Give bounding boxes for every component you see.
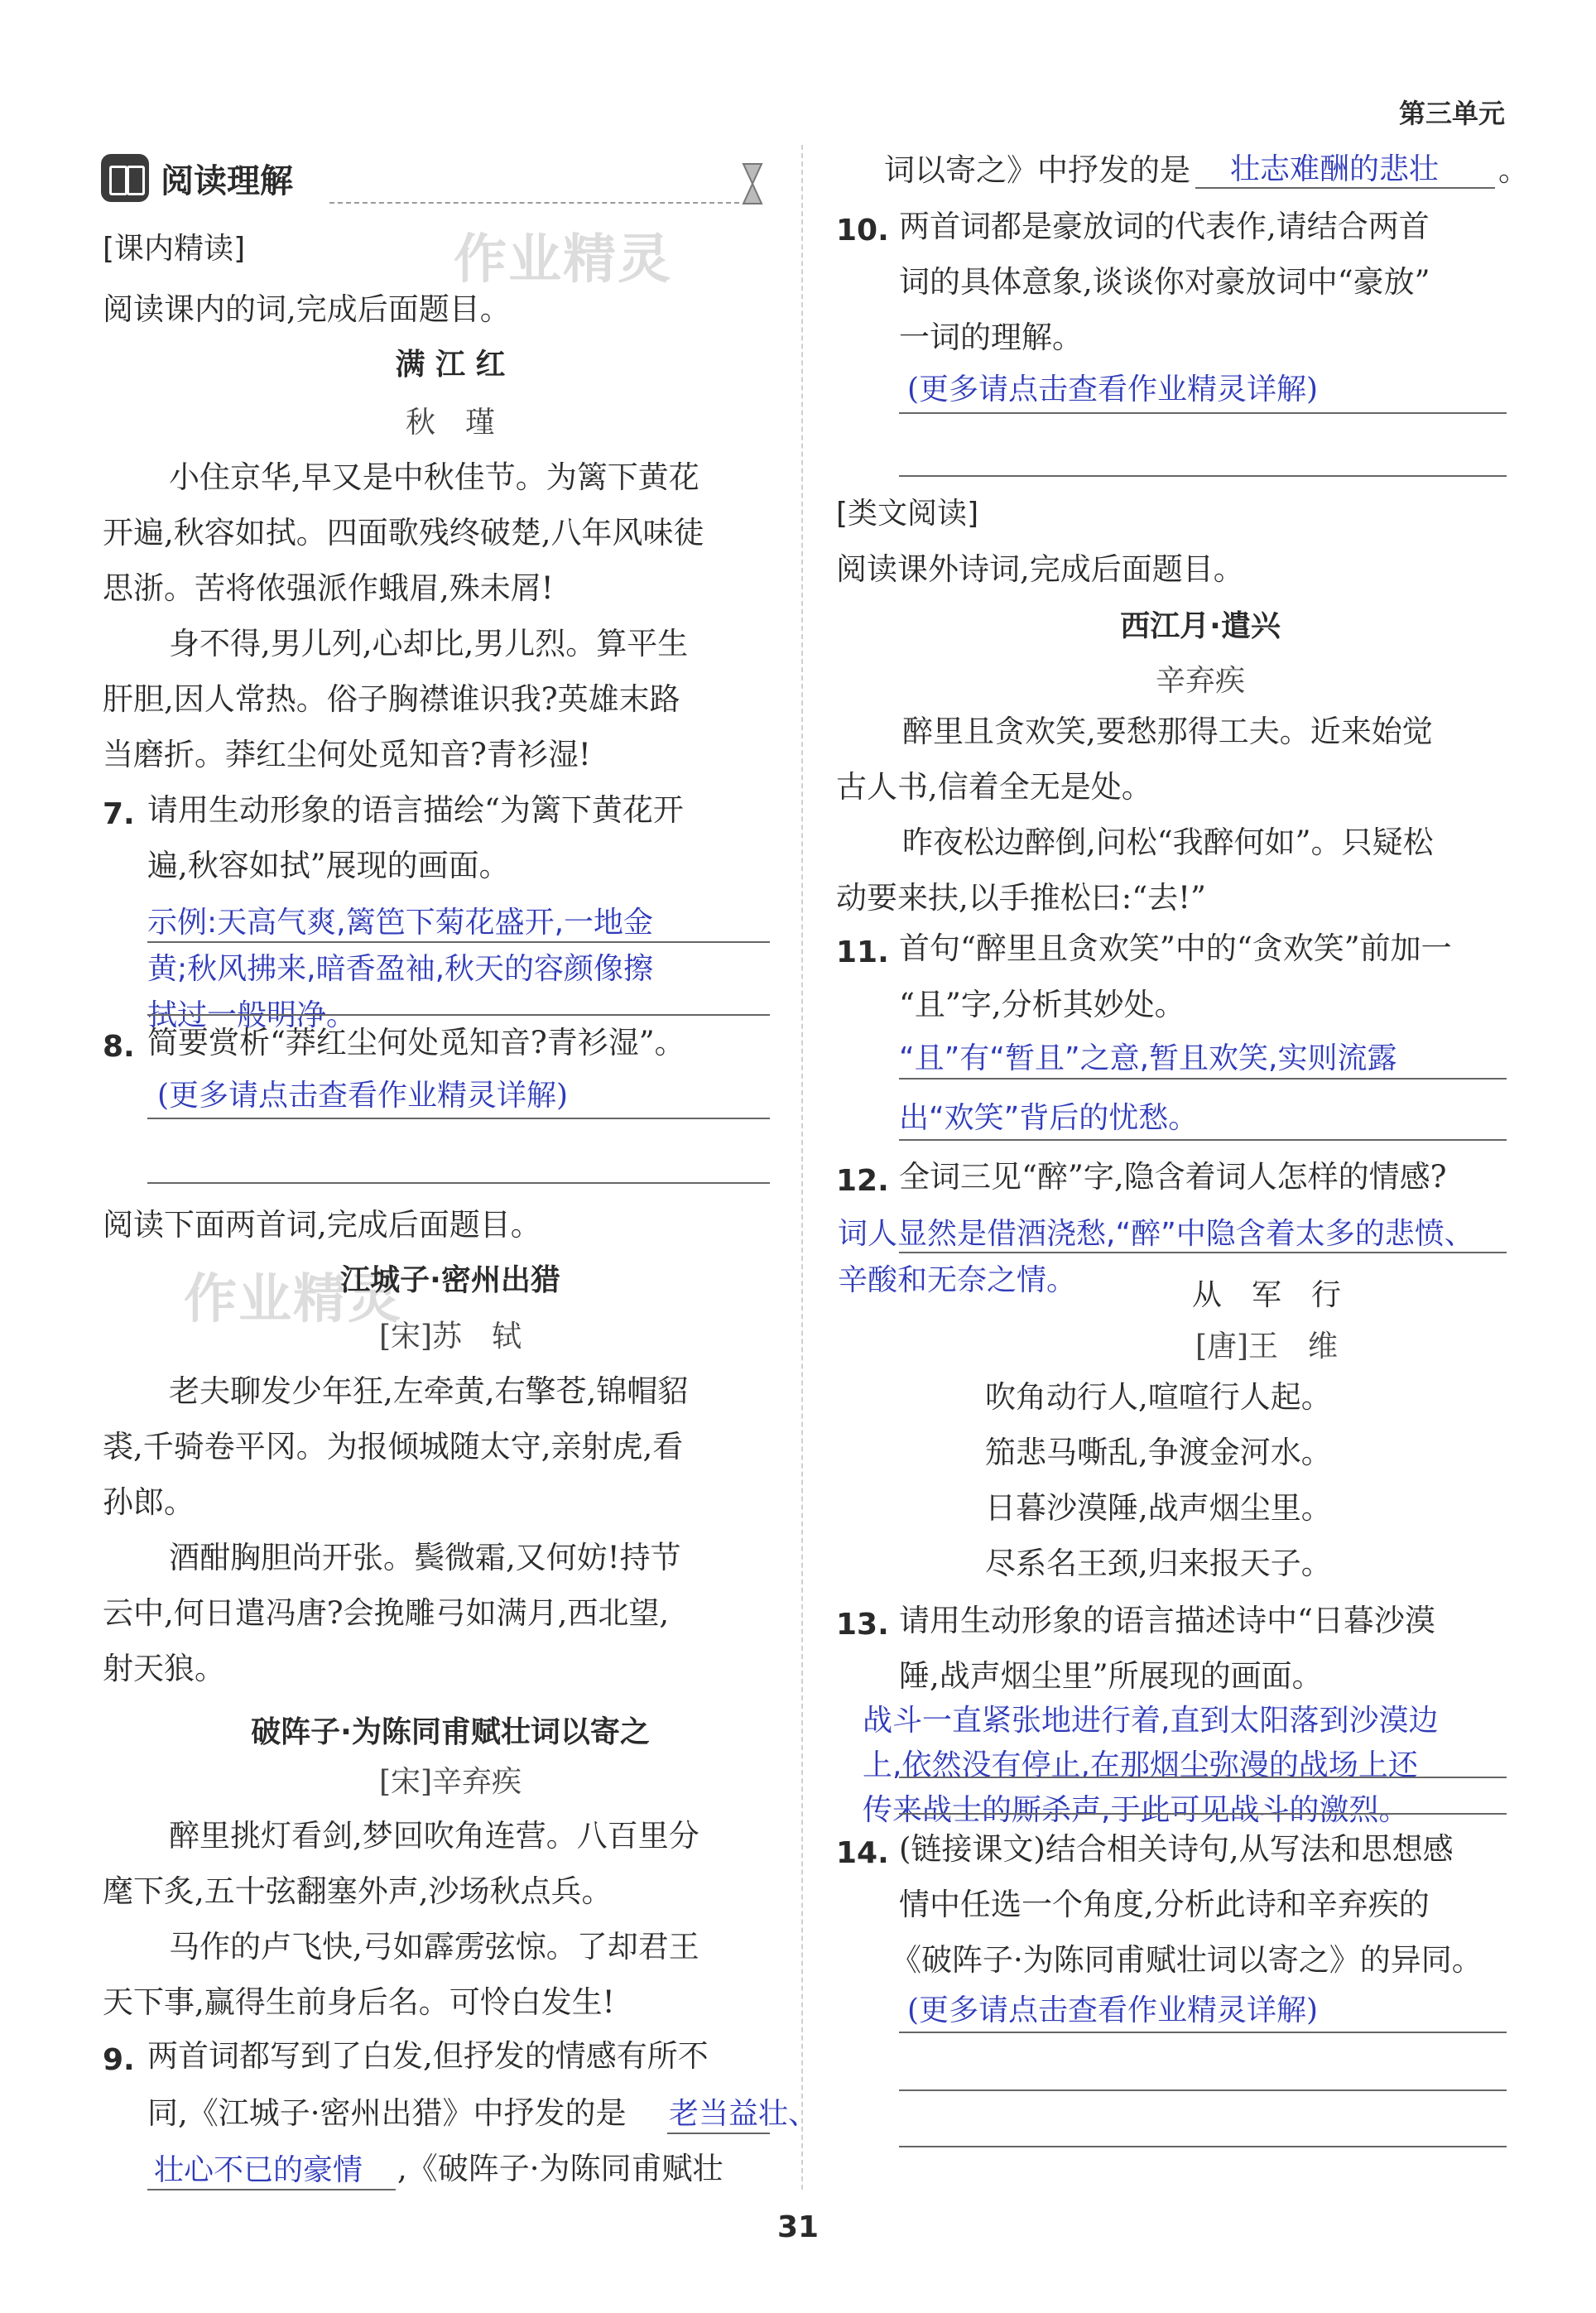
poem-title: 满 江 红 [395, 348, 506, 382]
question-text: 遍,秋容如拭”展现的画面。 [147, 848, 510, 883]
poem-line: 昨夜松边醉倒,问松“我醉何如”。只疑松 [902, 825, 1434, 860]
answer-line [667, 2133, 770, 2134]
question-number: 13. [836, 1608, 889, 1642]
question-number: 7. [103, 797, 135, 831]
poem-title: 西江月·遣兴 [1120, 609, 1281, 643]
answer-text: 拭过一般明净。 [147, 998, 357, 1032]
poem-line: 醉里挑灯看剑,梦回吹角连营。八百里分 [169, 1818, 699, 1854]
poem-line: 身不得,男儿列,心却比,男儿烈。算平生 [169, 626, 689, 661]
page-number: 31 [776, 2210, 820, 2244]
section-title: 阅读理解 [161, 161, 293, 200]
poem-line: 孙郎。 [103, 1484, 195, 1520]
poem-title: 从 军 行 [1191, 1278, 1341, 1312]
poem-author: 辛弃疾 [1155, 664, 1245, 698]
instruction: 阅读课内的词,完成后面题目。 [103, 291, 511, 327]
hourglass-icon [742, 162, 763, 205]
poem-line: 笳悲马嘶乱,争渡金河水。 [985, 1435, 1332, 1470]
answer-text: 传来战士的厮杀声,于此可见战斗的激烈。 [863, 1793, 1409, 1827]
question-text: “且”字,分析其妙处。 [899, 987, 1185, 1022]
poem-title: 江城子·密州出猎 [340, 1263, 560, 1297]
poem-line: 肝胆,因人常热。俗子胸襟谁识我?英雄末路 [103, 681, 680, 717]
details-link[interactable]: (更多请点击查看作业精灵详解) [157, 1079, 569, 1113]
poem-line: 马作的卢飞快,弓如霹雳弦惊。了却君王 [169, 1929, 699, 1964]
poem-line: 射天狼。 [103, 1651, 225, 1686]
answer-line [899, 1252, 1507, 1253]
question-number: 10. [836, 214, 889, 248]
question-text: 陲,战声烟尘里”所展现的画面。 [899, 1658, 1323, 1694]
poem-author: [唐]王 维 [1195, 1330, 1339, 1363]
question-text: 简要赏析“莽红尘何处觅知音?青衫湿”。 [147, 1025, 685, 1060]
answer-text: 黄;秋风拂来,暗香盈袖,秋天的容颜像擦 [147, 952, 654, 986]
question-number: 8. [103, 1030, 135, 1064]
answer-line [899, 1139, 1507, 1141]
watermark: 作业精灵 [454, 229, 672, 291]
answer-text: 词人显然是借酒浇愁,“醉”中隐含着太多的悲愤、 [838, 1217, 1474, 1251]
answer-line [147, 941, 770, 943]
question-text: 全词三见“醉”字,隐含着词人怎样的情感? [899, 1159, 1447, 1195]
poem-author: [宋]辛弃疾 [378, 1765, 522, 1799]
answer-line [899, 412, 1507, 414]
answer-text: 壮心不已的豪情 [154, 2153, 363, 2187]
question-text: 两首词都是豪放词的代表作,请结合两首 [899, 209, 1430, 244]
column-divider [801, 145, 803, 2190]
question-text: (链接课文)结合相关诗句,从写法和思想感 [899, 1831, 1454, 1867]
question-text: 两首词都写到了白发,但抒发的情感有所不 [147, 2038, 709, 2074]
poem-title: 破阵子·为陈同甫赋壮词以寄之 [251, 1715, 650, 1749]
question-text: 首句“醉里且贪欢笑”中的“贪欢笑”前加一 [899, 930, 1452, 966]
answer-text: 壮志难酬的悲壮 [1230, 152, 1440, 186]
poem-line: 思浙。苦将侬强派作蛾眉,殊未屑! [103, 570, 554, 606]
instruction: 阅读下面两首词,完成后面题目。 [103, 1207, 541, 1243]
poem-line: 吹角动行人,喧喧行人起。 [985, 1379, 1332, 1415]
answer-line [147, 2189, 396, 2190]
section-header [101, 151, 293, 205]
book-icon [101, 154, 149, 202]
poem-author: 秋 瑾 [405, 406, 495, 440]
answer-line [899, 1813, 1507, 1815]
answer-line [899, 475, 1507, 477]
poem-line: 尽系名王颈,归来报天子。 [985, 1546, 1332, 1581]
poem-line: 老夫聊发少年狂,左牵黄,右擎苍,锦帽貂 [169, 1373, 689, 1409]
answer-line [899, 1777, 1507, 1778]
section-label-in-class: [课内精读] [103, 232, 246, 266]
question-text: 请用生动形象的语言描绘“为篱下黄花开 [147, 792, 684, 828]
answer-text: 上,依然没有停止,在那烟尘弥漫的战场上还 [863, 1748, 1418, 1782]
question-text: 词以寄之》中抒发的是 [884, 152, 1190, 188]
question-number: 12. [836, 1164, 889, 1198]
answer-text: 老当益壮、 [669, 2097, 819, 2131]
answer-line [899, 2032, 1507, 2033]
answer-line [147, 1182, 770, 1184]
answer-text: 示例:天高气爽,篱笆下菊花盛开,一地金 [147, 906, 654, 940]
question-text: 《破阵子·为陈同甫赋壮词以寄之》的异同。 [891, 1942, 1483, 1978]
watermark: 作业精灵 [184, 1269, 402, 1330]
poem-line: 小住京华,早又是中秋佳节。为篱下黄花 [169, 459, 699, 495]
poem-line: 天下事,赢得生前身后名。可怜白发生! [103, 1984, 615, 2020]
header-rule [329, 202, 739, 204]
unit-label: 第三单元 [1398, 98, 1505, 129]
question-text: 请用生动形象的语言描述诗中“日暮沙漠 [899, 1603, 1435, 1638]
details-link[interactable]: (更多请点击查看作业精灵详解) [907, 373, 1319, 406]
answer-text: “且”有“暂且”之意,暂且欢笑,实则流露 [899, 1041, 1397, 1075]
poem-line: 动要来扶,以手推松曰:“去!” [836, 880, 1206, 916]
question-text: ,《破阵子·为陈同甫赋壮 [397, 2151, 723, 2186]
answer-text: 辛酸和无奈之情。 [838, 1263, 1077, 1297]
poem-line: 酒酣胸胆尚开张。鬓微霜,又何妨!持节 [169, 1540, 681, 1575]
poem-line: 醉里且贪欢笑,要愁那得工夫。近来始觉 [902, 714, 1433, 749]
poem-line: 古人书,信着全无是处。 [836, 769, 1152, 805]
answer-line [1195, 187, 1495, 189]
answer-text: 出“欢笑”背后的忧愁。 [899, 1101, 1199, 1135]
question-text: 词的具体意象,谈谈你对豪放词中“豪放” [899, 264, 1430, 300]
answer-line [899, 1078, 1507, 1080]
poem-line: 当磨折。莽红尘何处觅知音?青衫湿! [103, 737, 591, 772]
poem-line: 云中,何日遣冯唐?会挽雕弓如满月,西北望, [103, 1595, 670, 1631]
question-number: 14. [836, 1836, 889, 1870]
answer-line [899, 2146, 1507, 2147]
answer-line [899, 2089, 1507, 2091]
question-text: 同,《江城子·密州出猎》中抒发的是 [147, 2095, 627, 2131]
poem-line: 裘,千骑卷平冈。为报倾城随太守,亲射虎,看 [103, 1429, 684, 1464]
question-text: 情中任选一个角度,分析此诗和辛弃疾的 [899, 1887, 1430, 1922]
answer-text: 战斗一直紧张地进行着,直到太阳落到沙漠边 [863, 1704, 1439, 1738]
poem-line: 麾下炙,五十弦翻塞外声,沙场秋点兵。 [103, 1873, 613, 1909]
poem-author: [宋]苏 轼 [378, 1320, 522, 1354]
answer-line [147, 1118, 770, 1119]
poem-line: 开遍,秋容如拭。四面歌残终破楚,八年风味徒 [103, 515, 704, 551]
question-text: 一词的理解。 [899, 320, 1083, 355]
question-number: 11. [836, 935, 889, 969]
section-label-extended: [类文阅读] [836, 497, 979, 531]
instruction: 阅读课外诗词,完成后面题目。 [836, 551, 1244, 587]
details-link[interactable]: (更多请点击查看作业精灵详解) [907, 1993, 1319, 2027]
question-number: 9. [103, 2043, 135, 2077]
poem-line: 日暮沙漠陲,战声烟尘里。 [985, 1490, 1332, 1526]
question-text: 。 [1498, 152, 1529, 188]
